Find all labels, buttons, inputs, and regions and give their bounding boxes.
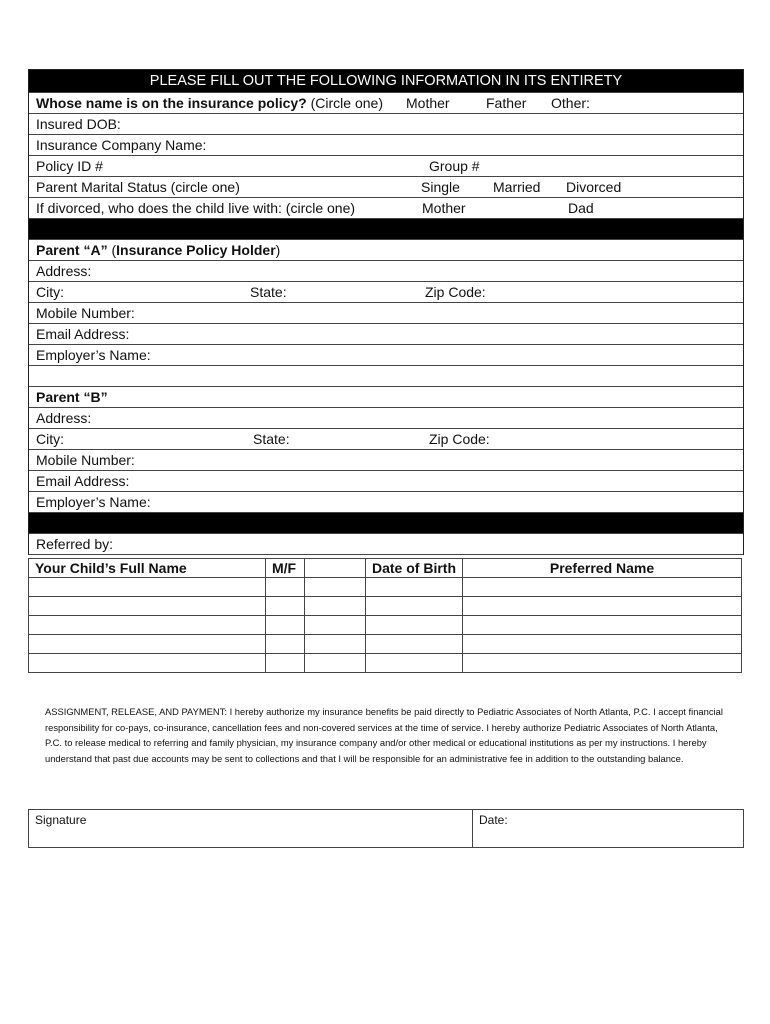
parent-a-city-label: City:: [36, 284, 64, 300]
insurance-form: [28, 69, 744, 555]
col-blank: [305, 559, 366, 578]
date-field[interactable]: [473, 810, 514, 847]
marital-status-row[interactable]: [29, 177, 743, 198]
circle-one-hint: (Circle one): [310, 95, 383, 111]
option-live-mother[interactable]: Mother: [422, 200, 466, 216]
option-other[interactable]: Other:: [551, 95, 590, 111]
parent-a-state-label: State:: [250, 284, 287, 300]
parent-a-email-row[interactable]: [29, 324, 743, 345]
parent-a-address-label: Address:: [36, 263, 92, 279]
parent-a-heading-row: [29, 240, 743, 261]
parent-b-email-label: Email Address:: [36, 473, 130, 489]
date-label: Date:: [479, 813, 508, 827]
signature-box: [28, 809, 744, 848]
signature-label: Signature: [35, 813, 87, 827]
parent-a-heading: Parent “A” (Insurance Policy Holder): [36, 242, 281, 258]
parent-b-mobile-label: Mobile Number:: [36, 452, 135, 468]
table-row[interactable]: [29, 654, 742, 673]
form-title: PLEASE FILL OUT THE FOLLOWING INFORMATION IN ITS ENTIRETY: [29, 70, 743, 93]
referred-by-row[interactable]: [29, 534, 743, 555]
option-married[interactable]: Married: [493, 179, 541, 195]
parent-a-mobile-label: Mobile Number:: [36, 305, 135, 321]
parent-a-mobile-row[interactable]: [29, 303, 743, 324]
parent-b-heading-row: [29, 387, 743, 408]
option-father[interactable]: Father: [486, 95, 527, 111]
blank-row: [29, 366, 743, 387]
parent-b-city-row[interactable]: [29, 429, 743, 450]
children-table: [28, 558, 742, 673]
marital-status-label: Parent Marital Status (circle one): [36, 179, 240, 195]
divorced-live-label: If divorced, who does the child live with: (circle one): [36, 200, 356, 216]
signature-field[interactable]: [29, 810, 473, 847]
whose-name-label: Whose name is on the insurance policy?: [36, 95, 307, 111]
insurance-company-label: Insurance Company Name:: [36, 137, 207, 153]
referred-by-label: Referred by:: [36, 536, 114, 552]
parent-b-address-label: Address:: [36, 410, 92, 426]
col-child-name: Your Child’s Full Name: [29, 559, 266, 578]
section-divider: [29, 219, 743, 240]
option-mother[interactable]: Mother: [406, 95, 450, 111]
parent-b-mobile-row[interactable]: [29, 450, 743, 471]
insured-dob-label: Insured DOB:: [36, 116, 121, 132]
parent-b-zip-label: Zip Code:: [429, 431, 490, 447]
insured-dob-row[interactable]: [29, 114, 743, 135]
parent-b-state-label: State:: [253, 431, 290, 447]
col-mf: M/F: [266, 559, 305, 578]
option-divorced[interactable]: Divorced: [566, 179, 622, 195]
option-live-dad[interactable]: Dad: [568, 200, 594, 216]
table-row[interactable]: [29, 578, 742, 597]
parent-b-employer-label: Employer’s Name:: [36, 494, 151, 510]
parent-b-city-label: City:: [36, 431, 64, 447]
parent-b-email-row[interactable]: [29, 471, 743, 492]
parent-a-employer-label: Employer’s Name:: [36, 347, 151, 363]
parent-b-heading: Parent “B”: [36, 389, 108, 405]
parent-a-city-row[interactable]: [29, 282, 743, 303]
insurance-company-row[interactable]: [29, 135, 743, 156]
parent-b-address-row[interactable]: [29, 408, 743, 429]
assignment-release-text: ASSIGNMENT, RELEASE, AND PAYMENT: I hereby authorize my insurance benefits be paid directly to Pediatric Associates of North Atlanta, P.C. I accept financial responsibility for co-pays, co-insurance, cancellation fees and non-covered services at the time of service. I hereby authorize Pediatric Associates of North Atlanta, P.C. to release medical to referring and family physician, my insurance company and/or other medical or educational institutions as per my instructions. I hereby understand that past due accounts may be sent to collections and that I will be responsible for an administrative fee in addition to the outstanding balance.: [45, 706, 723, 764]
col-preferred-name: Preferred Name: [463, 559, 742, 578]
table-row[interactable]: [29, 635, 742, 654]
parent-a-email-label: Email Address:: [36, 326, 130, 342]
policy-id-label: Policy ID #: [36, 158, 103, 174]
divorced-live-row[interactable]: [29, 198, 743, 219]
section-divider-2: [29, 513, 743, 534]
parent-a-address-row[interactable]: [29, 261, 743, 282]
whose-name-row[interactable]: [29, 93, 743, 114]
parent-b-employer-row[interactable]: [29, 492, 743, 513]
group-label: Group #: [429, 158, 480, 174]
table-row[interactable]: [29, 616, 742, 635]
table-row[interactable]: [29, 597, 742, 616]
option-single[interactable]: Single: [421, 179, 460, 195]
children-header-row: [29, 559, 742, 578]
parent-a-zip-label: Zip Code:: [425, 284, 486, 300]
parent-a-employer-row[interactable]: [29, 345, 743, 366]
policy-group-row[interactable]: [29, 156, 743, 177]
col-dob: Date of Birth: [366, 559, 463, 578]
